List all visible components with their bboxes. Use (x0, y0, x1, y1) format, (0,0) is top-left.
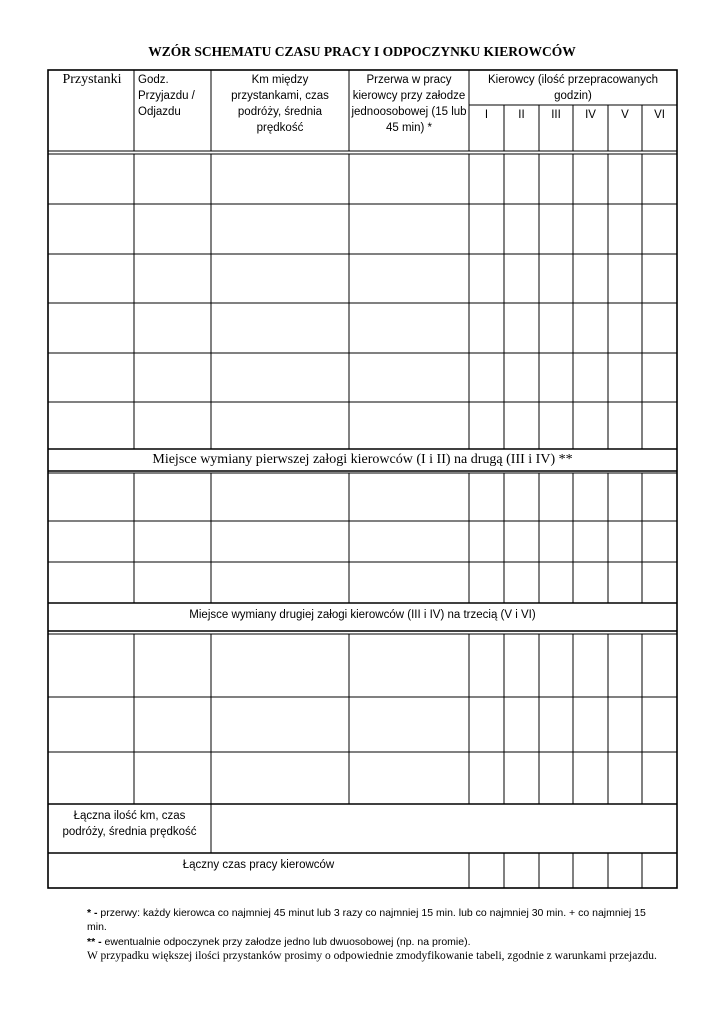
footnote-2-mark: ** - (87, 936, 102, 948)
footnote-2-text: ewentualnie odpoczynek przy załodze jedno lub dwuosobowej (np. na promie). (104, 936, 471, 948)
driver-col-5: V (621, 109, 629, 121)
footnote-1-text: przerwy: każdy kierowca co najmniej 45 minut lub 3 razy co najmniej 15 min. lub co najmniej 30 min. + co najmniej 15 min. (87, 907, 646, 933)
crew-change-1-label: Miejsce wymiany pierwszej załogi kierowców (I i II) na drugą (III i IV) ** (152, 452, 573, 467)
footnote-2 (87, 935, 667, 949)
document-title: WZÓR SCHEMATU CZASU PRACY I ODPOCZYNKU KIEROWCÓW (148, 44, 576, 59)
header-stops: Przystanki (62, 72, 122, 87)
header-km: Km między przystankami, czas podróży, średnia prędkość (231, 74, 329, 134)
header-time: Godz. Przyjazdu / Odjazdu (138, 74, 195, 118)
total-km-label: Łączna ilość km, czas podróży, średnia prędkość (62, 810, 197, 838)
footnote-1 (87, 906, 667, 934)
driver-col-4: IV (585, 109, 596, 121)
crew-change-2-label: Miejsce wymiany drugiej załogi kierowców (III i IV) na trzecią (V i VI) (189, 609, 536, 621)
footnote-1-mark: * - (87, 907, 98, 919)
driver-col-6: VI (654, 109, 665, 121)
total-work-label: Łączny czas pracy kierowców (182, 859, 335, 871)
footnote-3: W przypadku większej ilości przystanków prosimy o odpowiednie zmodyfikowanie tabeli, zgodnie z warunkami przejazdu. (87, 950, 657, 962)
driver-col-1: I (484, 109, 489, 121)
header-drivers: Kierowcy (ilość przepracowanych godzin) (487, 74, 658, 102)
header-break: Przerwa w pracy kierowcy przy załodze jednoosobowej (15 lub 45 min) * (351, 74, 467, 134)
driver-col-3: III (551, 109, 561, 121)
driver-col-2: II (518, 109, 525, 121)
